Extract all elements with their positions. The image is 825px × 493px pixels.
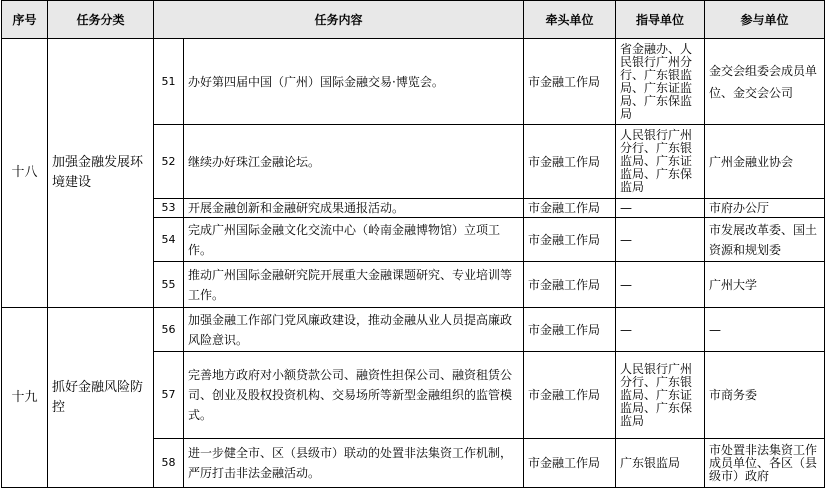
row-number: 57 <box>154 352 184 439</box>
row-participate: 市府办公厅 <box>705 199 825 218</box>
task-table <box>1 0 825 488</box>
row-number: 53 <box>154 199 184 218</box>
group-category: 加强金融发展环境建设 <box>48 39 154 308</box>
header-participate: 参与单位 <box>705 1 825 39</box>
header-lead: 牵头单位 <box>524 1 616 39</box>
row-guide: — <box>616 199 705 218</box>
table-row <box>2 308 825 352</box>
row-content: 推动广州国际金融研究院开展重大金融课题研究、专业培训等工作。 <box>184 262 524 308</box>
row-guide: 广东银监局 <box>616 439 705 488</box>
row-participate: 广州大学 <box>705 262 825 308</box>
row-content: 完成广州国际金融文化交流中心（岭南金融博物馆）立项工作。 <box>184 218 524 262</box>
header-content: 任务内容 <box>154 1 524 39</box>
row-content: 进一步健全市、区（县级市）联动的处置非法集资工作机制，严厉打击非法金融活动。 <box>184 439 524 488</box>
row-number: 52 <box>154 125 184 199</box>
header-category: 任务分类 <box>48 1 154 39</box>
row-guide: 人民银行广州分行、广东银监局、广东证监局、广东保监局 <box>616 125 705 199</box>
table-row <box>2 39 825 125</box>
row-content: 开展金融创新和金融研究成果通报活动。 <box>184 199 524 218</box>
row-number: 55 <box>154 262 184 308</box>
header-seq: 序号 <box>2 1 48 39</box>
row-lead: 市金融工作局 <box>524 308 616 352</box>
row-guide: — <box>616 308 705 352</box>
row-participate: 市商务委 <box>705 352 825 439</box>
row-lead: 市金融工作局 <box>524 262 616 308</box>
row-lead: 市金融工作局 <box>524 125 616 199</box>
row-guide: 省金融办、人民银行广州分行、广东银监局、广东证监局、广东保监局 <box>616 39 705 125</box>
row-lead: 市金融工作局 <box>524 199 616 218</box>
row-participate: 市发展改革委、国土资源和规划委 <box>705 218 825 262</box>
row-participate: 市处置非法集资工作成员单位、各区（县级市）政府 <box>705 439 825 488</box>
group-category: 抓好金融风险防控 <box>48 308 154 488</box>
row-content: 继续办好珠江金融论坛。 <box>184 125 524 199</box>
row-guide: — <box>616 218 705 262</box>
row-number: 56 <box>154 308 184 352</box>
header-row <box>2 1 825 39</box>
group-seq: 十八 <box>2 39 48 308</box>
row-lead: 市金融工作局 <box>524 352 616 439</box>
row-participate: — <box>705 308 825 352</box>
row-guide: — <box>616 262 705 308</box>
row-lead: 市金融工作局 <box>524 439 616 488</box>
row-guide: 人民银行广州分行、广东银监局、广东证监局、广东保监局 <box>616 352 705 439</box>
row-content: 完善地方政府对小额贷款公司、融资性担保公司、融资租赁公司、创业及股权投资机构、交易场所等新型金融组织的监管模式。 <box>184 352 524 439</box>
row-number: 54 <box>154 218 184 262</box>
group-seq: 十九 <box>2 308 48 488</box>
row-participate: 金交会组委会成员单位、金交会公司 <box>705 39 825 125</box>
row-number: 58 <box>154 439 184 488</box>
row-lead: 市金融工作局 <box>524 39 616 125</box>
row-content: 办好第四届中国（广州）国际金融交易·博览会。 <box>184 39 524 125</box>
row-participate: 广州金融业协会 <box>705 125 825 199</box>
row-number: 51 <box>154 39 184 125</box>
row-lead: 市金融工作局 <box>524 218 616 262</box>
header-guide: 指导单位 <box>616 1 705 39</box>
row-content: 加强金融工作部门党风廉政建设，推动金融从业人员提高廉政风险意识。 <box>184 308 524 352</box>
